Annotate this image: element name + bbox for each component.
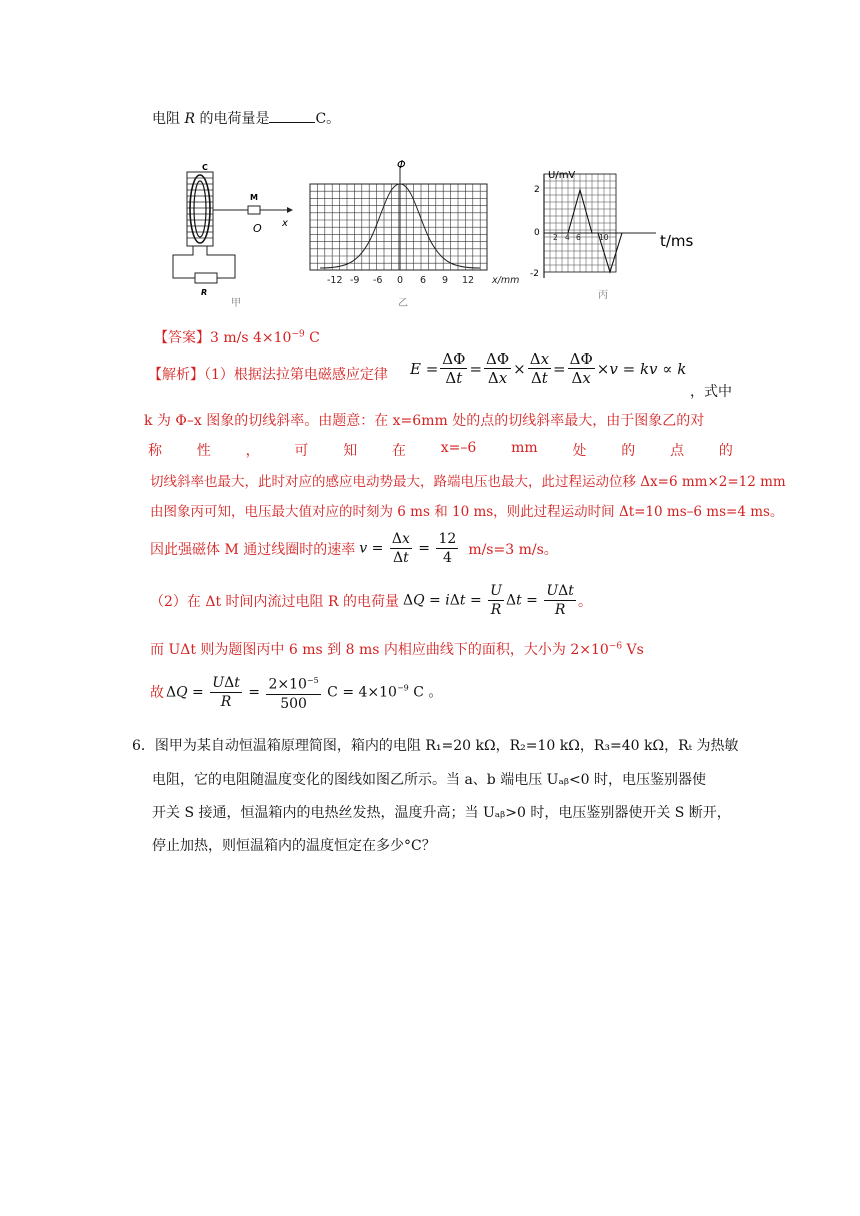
bing-y-label: U/mV	[548, 170, 576, 181]
bing-x-label: t/ms	[660, 232, 694, 250]
frac-dphi-dt: $\frac{\Delta\Phi}{\Delta t}$	[442, 350, 466, 387]
bing-tick-0: 0	[534, 228, 540, 238]
line3-w3: 可	[294, 443, 309, 459]
yi-tick-minus9: -9	[350, 275, 360, 286]
frac-dphi-dx-2: $\frac{\Delta\Phi}{\Delta x}$	[569, 350, 593, 387]
question-6-line-3: 开关 S 接通，恒温箱内的电热丝发热，温度升高；当 Uₐᵦ>0 时，电压鉴别器使开关 S 断开，	[152, 805, 731, 821]
text-prefix: 电阻	[152, 111, 180, 127]
analysis-line1-text: （1）根据法拉第电磁感应定律	[204, 367, 388, 383]
magnet-label: M	[250, 193, 258, 202]
question-tail-line	[152, 108, 340, 128]
line9-text: 故	[150, 685, 164, 702]
line3-w6: x=–6	[440, 440, 477, 456]
bing-xtick-6: 6	[576, 233, 581, 242]
yi-grid	[310, 184, 487, 270]
bing-xtick-4: 4	[565, 233, 570, 242]
line3-w2: ，	[245, 443, 260, 459]
bing-xtick-10: 10	[599, 233, 609, 242]
text-unit: C。	[315, 111, 341, 127]
bing-tick-2: 2	[534, 185, 540, 195]
line3-w9: 的	[621, 443, 636, 459]
yi-x-unit: x/mm	[492, 275, 520, 286]
analysis-line1-end: ，式中	[690, 384, 732, 400]
analysis-line-2: k 为 Φ–x 图象的切线斜率。由题意：在 x=6mm 处的点的切线斜率最大，由于图象乙的对	[144, 413, 705, 429]
yi-tick-9: 9	[442, 275, 449, 286]
line3-w8: 处	[572, 443, 587, 459]
charge-formula: ΔQ = iΔt = $\frac{U}{R}$ Δt = $\frac{\text{UΔt}}{R}$	[403, 583, 574, 618]
answer-text: 3 m/s 4×10	[210, 330, 292, 346]
line8-exp: −6	[608, 641, 623, 652]
line3-w7: mm	[511, 440, 538, 456]
x-axis-label: x	[282, 218, 288, 229]
figure-caption-bing: 丙	[598, 290, 608, 301]
question-6-text-1: 图甲为某自动恒温箱原理简图，箱内的电阻 R₁=20 kΩ，R₂=10 kΩ，R₃=40 kΩ，Rₜ 为热敏	[154, 738, 739, 754]
answer-unit: C	[304, 330, 320, 346]
analysis-line-9	[150, 672, 442, 713]
yi-tick-0: 0	[397, 275, 404, 286]
analysis-line-4: 切线斜率也最大，此时对应的感应电动势最大，路端电压也最大，此过程运动位移 Δx=6 mm×2=12 mm	[150, 474, 786, 490]
figure-caption-jia: 甲	[231, 298, 241, 309]
line7-text: （2）在 Δt 时间内流过电阻 R 的电荷量	[150, 593, 399, 610]
line3-w0: 称	[148, 443, 162, 459]
line8-text: 而 UΔt 则为题图丙中 6 ms 到 8 ms 内相应曲线下的面积，大小为 2×10	[150, 642, 609, 658]
coil-label: C	[202, 163, 208, 172]
question-6-line-4: 停止加热，则恒温箱内的温度恒定在多少°C？	[152, 838, 436, 854]
line3-w11: 的	[718, 443, 733, 459]
var-R: R	[184, 111, 195, 127]
frac-dx-dt: $\frac{\Delta x}{\Delta t}$	[529, 350, 550, 387]
yi-y-label: Φ	[397, 158, 406, 171]
figure-caption-yi: 乙	[398, 298, 408, 308]
bing-xtick-2: 2	[553, 233, 558, 242]
line3-w10: 点	[670, 443, 685, 459]
figure-jia	[165, 160, 300, 310]
figure-yi	[296, 158, 536, 308]
answer-blank	[269, 110, 315, 123]
velocity-formula: v = $\frac{\Delta x}{\Delta t}$ = $\frac{12}{4}$	[359, 531, 457, 566]
answer-tag: 【答案】	[154, 330, 210, 346]
analysis-line-8	[150, 639, 644, 659]
line8-end: Vs	[622, 642, 644, 658]
yi-tick-minus12: -12	[327, 275, 343, 286]
yi-tick-6: 6	[420, 275, 427, 286]
question-6-number: 6．	[132, 738, 155, 754]
line3-w5: 在	[391, 443, 406, 459]
yi-tick-12: 12	[462, 275, 475, 286]
line3-w4: 知	[343, 443, 358, 459]
line6-end: m/s=3 m/s。	[468, 541, 558, 558]
line6-text: 因此强磁体 M 通过线圈时的速率	[150, 541, 356, 558]
formula-E: E =	[410, 359, 439, 378]
answer-line	[154, 327, 320, 347]
analysis-line-7	[150, 582, 592, 619]
figure-bing	[528, 166, 703, 301]
question-6-line-1	[132, 735, 739, 755]
line3-w1: 性	[196, 443, 211, 459]
text-suffix: 的电荷量是	[199, 111, 270, 127]
final-charge-formula: ΔQ = $\frac{\text{UΔt}}{R}$ = $\frac{2\times 10^{-5}}{500}$ $C = 4\times 10^{-9}$ C 。	[166, 672, 442, 713]
analysis-line-6	[150, 530, 558, 567]
analysis-line-3	[148, 440, 733, 460]
resistor-label: R	[201, 288, 208, 297]
formula-emf: E = $\frac{\Delta\Phi}{\Delta t}$ = $\frac{\Delta\Phi}{\Delta x}$ × $\frac{\Delta x}{\Delta t}$ = $\frac{\Delta\Phi}{\Delta x}$ ×v = kv ∝ k	[410, 350, 687, 387]
origin-label: O	[253, 222, 262, 235]
analysis-line-5: 由图象丙可知，电压最大值对应的时刻为 6 ms 和 10 ms，则此过程运动时间 Δt=10 ms–6 ms=4 ms。	[150, 504, 784, 520]
analysis-line-1	[148, 364, 388, 384]
analysis-tag: 【解析】	[148, 367, 204, 383]
question-6-line-2: 电阻，它的电阻随温度变化的图线如图乙所示。当 a、b 端电压 Uₐᵦ<0 时，电压鉴别器使	[152, 772, 707, 788]
answer-exp: −9	[291, 329, 305, 340]
line7-end: 。	[577, 593, 592, 610]
yi-tick-minus6: -6	[373, 275, 383, 286]
bing-tick-minus2: -2	[530, 269, 539, 279]
frac-dphi-dx: $\frac{\Delta\Phi}{\Delta x}$	[486, 350, 510, 387]
